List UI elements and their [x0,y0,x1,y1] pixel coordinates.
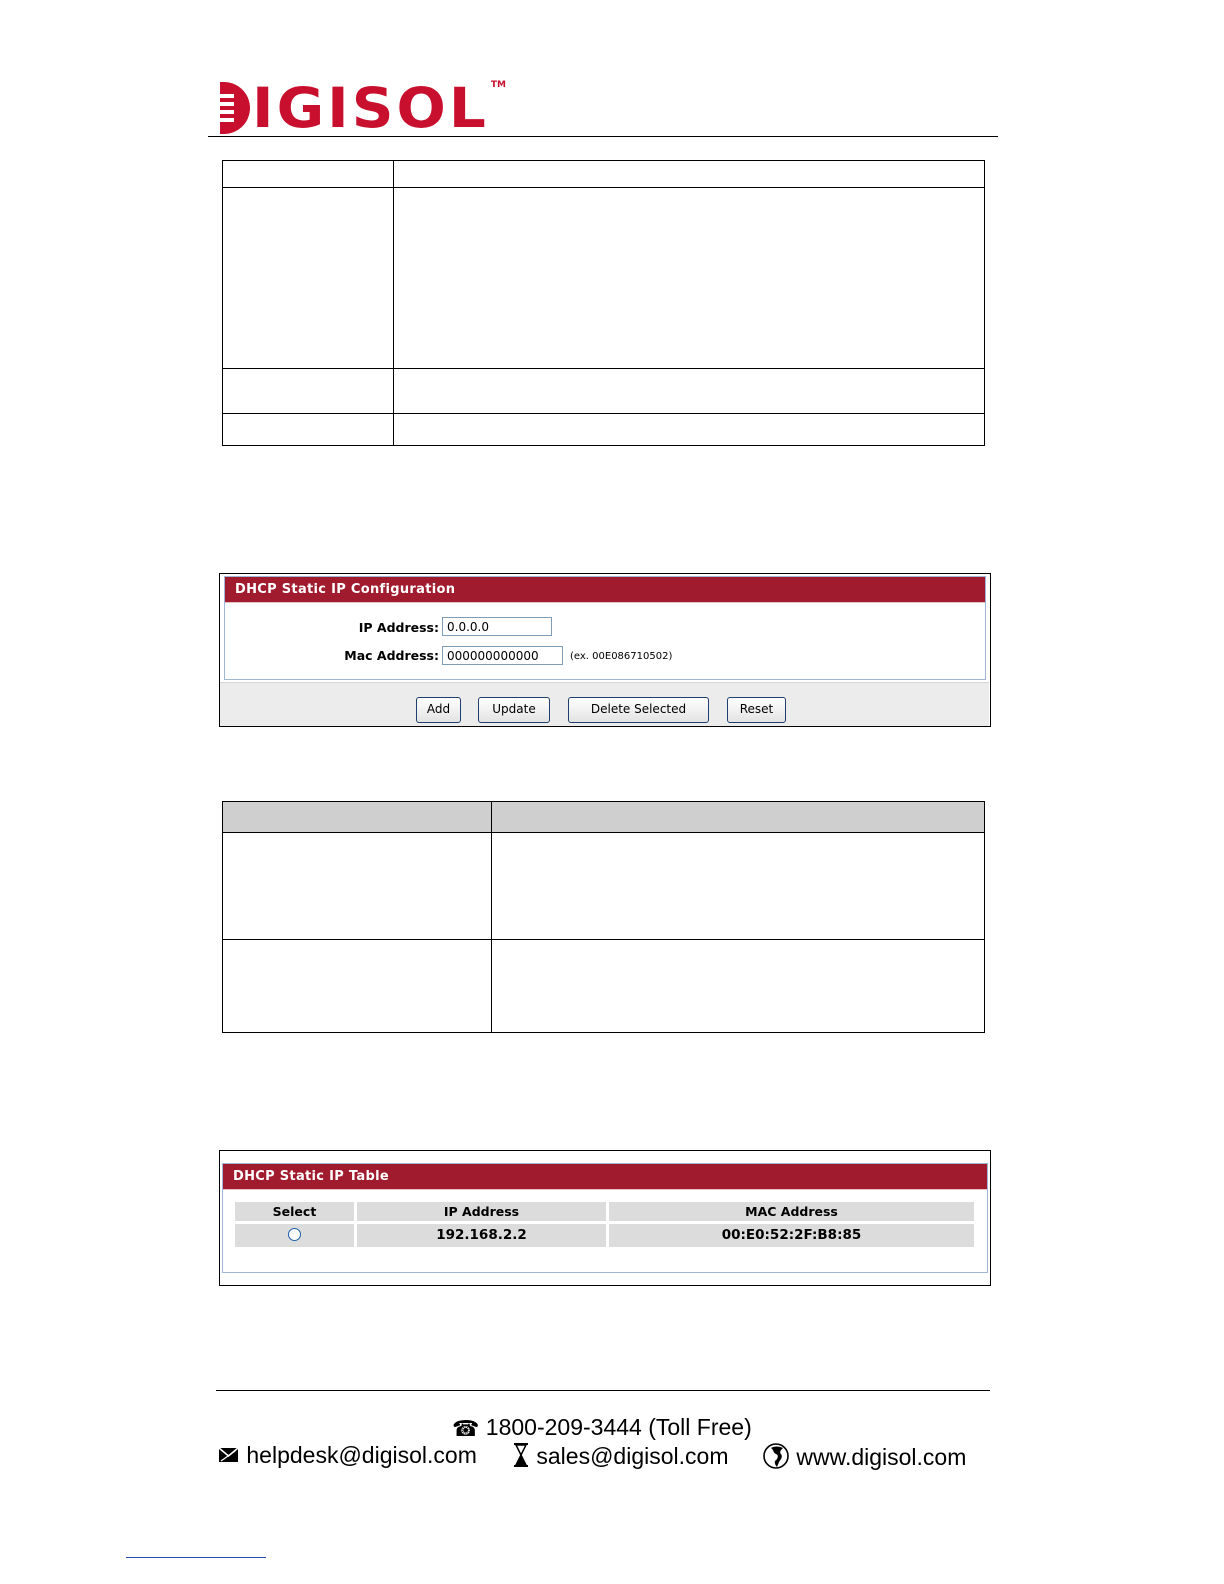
logo-text: IGISOL [252,75,489,141]
mac-address-input[interactable] [442,646,563,665]
add-button[interactable]: Add [416,697,461,723]
trademark-mark: TM [490,80,506,90]
doc-table-1 [222,160,985,446]
table-cell [394,414,985,446]
table-header-cell [223,802,492,833]
footer-helpdesk [218,1442,477,1470]
table-cell [223,414,394,446]
logo-d-mark [220,82,250,134]
select-radio[interactable] [288,1228,301,1241]
table-row [223,188,985,369]
table-cell [394,161,985,188]
row-ip-address: 192.168.2.2 [357,1224,606,1247]
footer-sales [512,1442,728,1474]
globe-icon [762,1442,790,1476]
table-cell [223,369,394,414]
row-select-cell [235,1224,354,1247]
footer-web [762,1442,966,1476]
delete-selected-button[interactable]: Delete Selected [568,697,709,723]
footer-rule [216,1390,990,1391]
config-panel-title: DHCP Static IP Configuration [225,577,985,603]
table-header-cell [492,802,985,833]
update-button[interactable]: Update [478,697,550,723]
reset-button[interactable]: Reset [727,697,786,723]
table-box [222,1163,988,1273]
table-row [223,833,985,940]
hourglass-icon [512,1442,530,1474]
table-cell [394,188,985,369]
table-cell [223,161,394,188]
ip-address-label: IP Address: [358,620,439,635]
table-cell [394,369,985,414]
header-mac-address: MAC Address [609,1202,974,1221]
footer-phone [452,1414,752,1442]
table-cell [492,940,985,1033]
telephone-icon: ☎ [452,1415,480,1441]
table-panel-title: DHCP Static IP Table [223,1164,987,1190]
table-cell [223,833,492,940]
helpdesk-email[interactable]: helpdesk@digisol.com [246,1442,477,1468]
dhcp-static-table-panel [219,1150,991,1286]
sales-email[interactable]: sales@digisol.com [536,1443,729,1470]
ip-address-input[interactable] [442,617,552,636]
header-select: Select [235,1202,354,1221]
header-ip-address: IP Address [357,1202,606,1221]
table-cell [223,188,394,369]
table-row [223,369,985,414]
button-bar [220,682,989,726]
doc-table-2 [222,801,985,1033]
dhcp-static-config-panel [219,573,991,727]
table-header-row [223,802,985,833]
mac-address-label: Mac Address: [344,648,439,663]
envelope-icon [218,1443,240,1470]
mac-address-hint: (ex. 00E086710502) [570,651,673,662]
row-mac-address: 00:E0:52:2F:B8:85 [609,1224,974,1247]
table-cell [492,833,985,940]
bottom-link-underline [126,1557,266,1558]
phone-number: 1800-209-3444 (Toll Free) [485,1414,752,1440]
digisol-logo [220,75,506,141]
table-row [223,940,985,1033]
table-cell [223,940,492,1033]
table-row [223,414,985,446]
header-rule [208,136,998,137]
config-form-box [224,576,986,680]
website-link[interactable]: www.digisol.com [796,1444,967,1471]
table-row [223,161,985,188]
